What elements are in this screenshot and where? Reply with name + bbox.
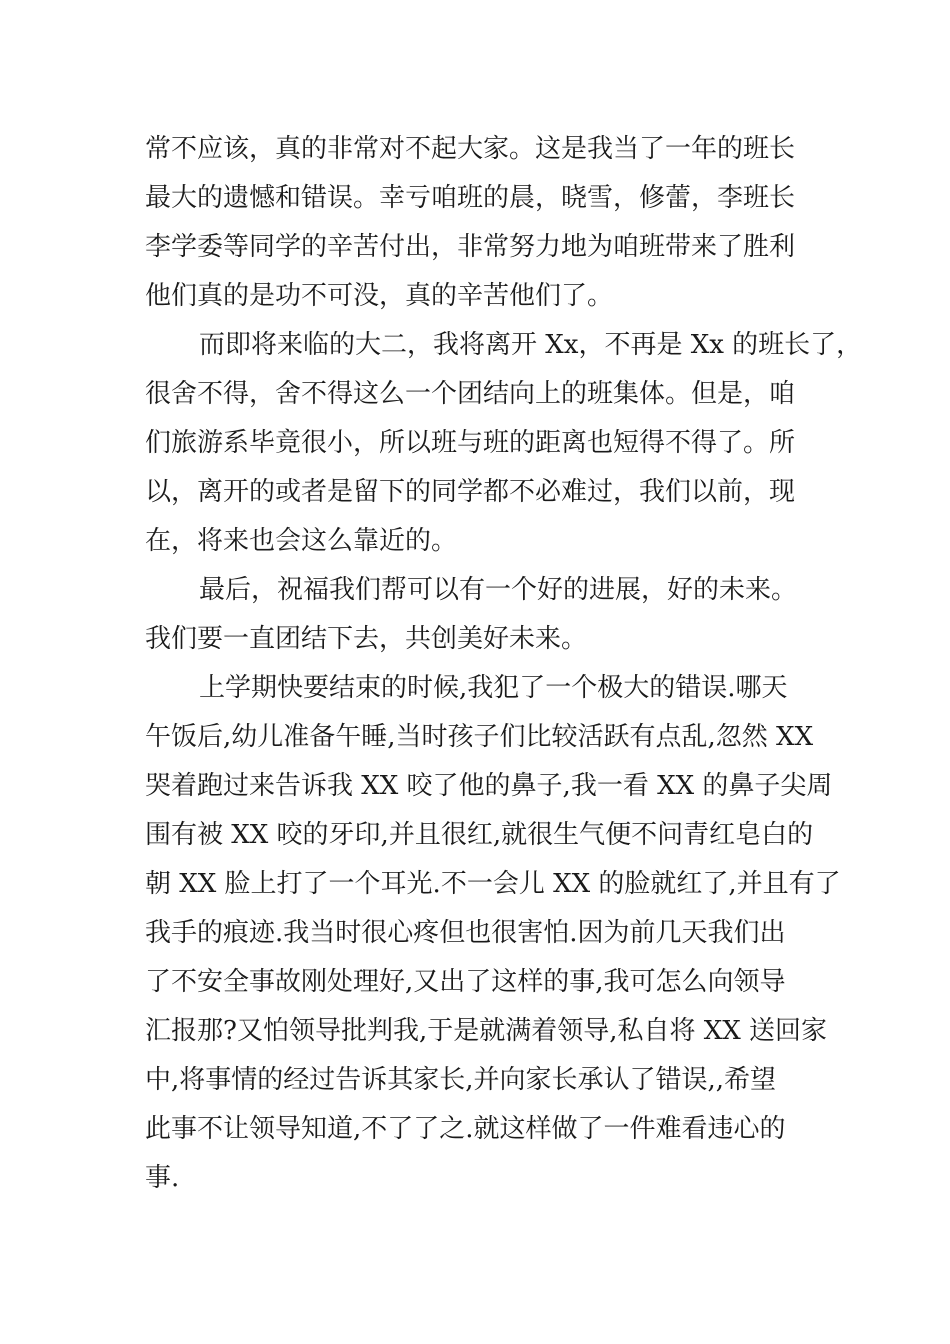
text-line: 以，离开的或者是留下的同学都不必难过，我们以前，现: [145, 477, 796, 507]
text-line: 李学委等同学的辛苦付出，非常努力地为咱班带来了胜利: [145, 232, 796, 262]
text-line: 我们要一直团结下去，共创美好未来。: [145, 624, 588, 654]
document-body: [145, 125, 863, 1203]
text-line: 在，将来也会这么靠近的。: [145, 526, 458, 556]
paragraph-start-line: 最后，祝福我们帮可以有一个好的进展，好的未来。: [199, 575, 798, 605]
text-line: 朝 XX 脸上打了一个耳光.不一会儿 XX 的脸就红了,并且有了: [145, 869, 841, 899]
text-line: 午饭后,幼儿准备午睡,当时孩子们比较活跃有点乱,忽然 XX: [145, 722, 814, 752]
text-line: 中,将事情的经过告诉其家长,并向家长承认了错误,,希望: [145, 1065, 777, 1095]
text-line: 汇报那?又怕领导批判我,于是就满着领导,私自将 XX 送回家: [145, 1016, 828, 1046]
text-line: 他们真的是功不可没，真的辛苦他们了。: [145, 281, 614, 311]
text-line: 哭着跑过来告诉我 XX 咬了他的鼻子,我一看 XX 的鼻子尖周: [145, 771, 833, 801]
paragraph-start-line: 而即将来临的大二，我将离开 Xx，不再是 Xx 的班长了，: [199, 330, 863, 360]
text-line: 了不安全事故刚处理好,又出了这样的事,我可怎么向领导: [145, 967, 786, 997]
text-line: 围有被 XX 咬的牙印,并且很红,就很生气便不问青红皂白的: [145, 820, 814, 850]
text-line: 事.: [145, 1163, 180, 1193]
text-line: 很舍不得，舍不得这么一个团结向上的班集体。但是，咱: [145, 379, 796, 409]
text-line: 们旅游系毕竟很小，所以班与班的距离也短得不得了。所: [145, 428, 796, 458]
paragraph-start-line: 上学期快要结束的时候,我犯了一个极大的错误.哪天: [199, 673, 788, 703]
text-line: 常不应该，真的非常对不起大家。这是我当了一年的班长: [145, 134, 796, 164]
text-line: 我手的痕迹.我当时很心疼但也很害怕.因为前几天我们出: [145, 918, 786, 948]
text-line: 最大的遗憾和错误。幸亏咱班的晨，晓雪，修蕾，李班长: [145, 183, 796, 213]
text-line: 此事不让领导知道,不了了之.就这样做了一件难看违心的: [145, 1114, 786, 1144]
